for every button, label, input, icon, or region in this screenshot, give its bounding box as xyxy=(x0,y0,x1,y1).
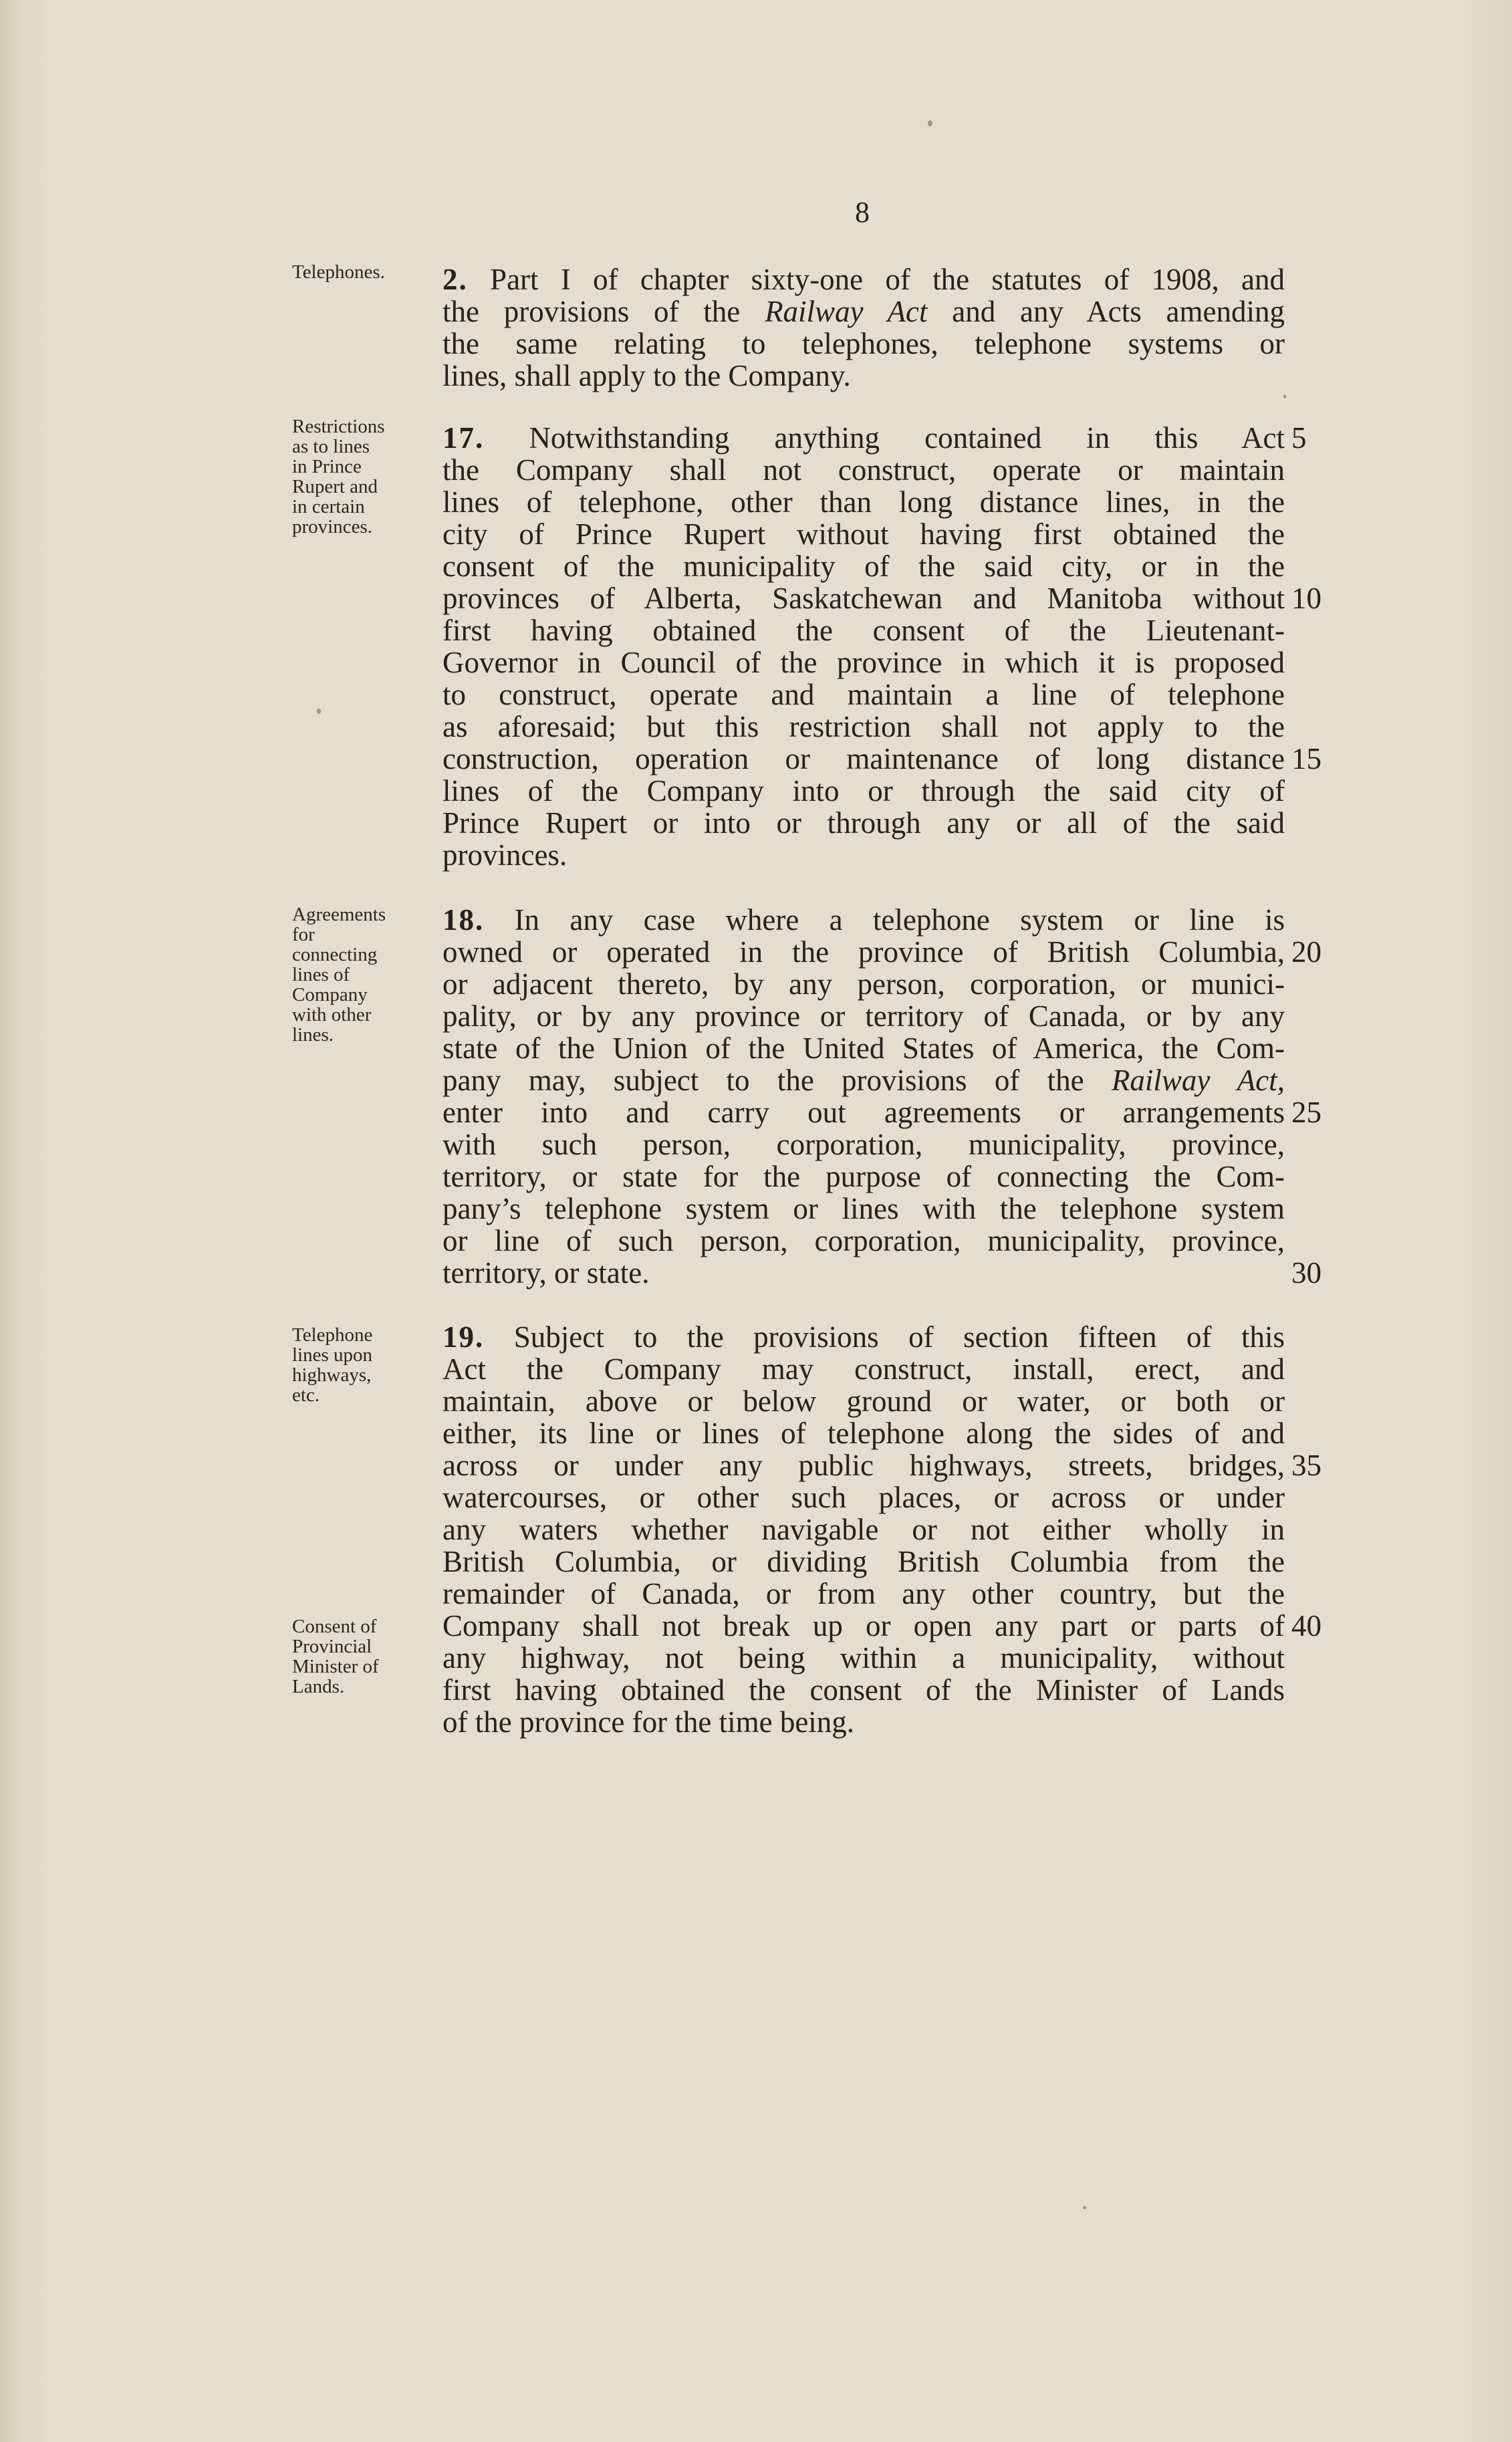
line-segment: Company shall not break up or open any part or parts of xyxy=(443,1609,1285,1642)
line-text xyxy=(443,486,1285,518)
line-text xyxy=(443,904,1285,936)
sidenote-line: Rupert and xyxy=(292,476,378,497)
section-number: 18. xyxy=(443,903,485,937)
line-text xyxy=(443,1193,1285,1225)
paper-speck xyxy=(317,709,321,714)
line-segment: provinces. xyxy=(443,838,568,872)
text-line xyxy=(443,1161,1285,1193)
sidenote-line: etc. xyxy=(292,1384,320,1406)
line-text xyxy=(443,550,1285,582)
line-segment: territory, or state for the purpose of connecting the Com- xyxy=(443,1160,1285,1193)
line-segment: or adjacent thereto, by any person, corporation, or munici- xyxy=(443,967,1285,1001)
line-text xyxy=(443,328,1285,360)
line-segment: the provisions of the xyxy=(443,295,765,328)
paper-speck xyxy=(928,120,932,126)
sidenote-line: Telephones. xyxy=(292,261,385,283)
sidenote-line: as to lines xyxy=(292,436,370,457)
line-segment: lines, shall apply to the Company. xyxy=(443,359,851,392)
text-line xyxy=(443,1096,1321,1129)
text-line xyxy=(443,904,1285,936)
section-number: 19. xyxy=(443,1320,485,1354)
text-line xyxy=(443,1000,1285,1032)
line-segment: provinces of Alberta, Saskatchewan and Manitoba without xyxy=(443,582,1285,615)
margin-line-number: 25 xyxy=(1291,1096,1321,1129)
margin-line-number: 10 xyxy=(1291,582,1321,615)
sidenote-line: Provincial xyxy=(292,1636,372,1657)
line-text xyxy=(443,263,1285,295)
line-text xyxy=(443,1064,1285,1096)
sidenote-line: in Prince xyxy=(292,456,362,477)
text-line xyxy=(443,486,1285,518)
margin-line-number: 5 xyxy=(1291,421,1307,455)
line-text xyxy=(443,807,1285,839)
sidenote-telephones xyxy=(292,262,426,282)
line-text xyxy=(443,1513,1285,1546)
sidenote-line: Lands. xyxy=(292,1676,345,1697)
text-line xyxy=(443,295,1285,328)
sidenote-line: connecting xyxy=(292,944,378,965)
sidenote-restrictions xyxy=(292,416,426,537)
sidenote-line: for xyxy=(292,924,315,945)
line-segment: enter into and carry out agreements or arrangements xyxy=(443,1096,1285,1129)
italic-act-title: Railway Act xyxy=(765,295,928,328)
text-line xyxy=(443,742,1321,775)
line-text xyxy=(443,1032,1285,1064)
section-17 xyxy=(443,421,1321,872)
line-text xyxy=(443,679,1285,711)
line-segment: maintain, above or below ground or water, or both or xyxy=(443,1384,1285,1418)
section-2 xyxy=(443,263,1285,392)
line-text xyxy=(443,1000,1285,1032)
sidenote-telephone-lines xyxy=(292,1325,426,1405)
text-line xyxy=(443,1225,1285,1257)
text-line xyxy=(443,421,1307,455)
line-text xyxy=(443,582,1285,614)
line-segment: city of Prince Rupert without having first obtained the xyxy=(443,517,1285,551)
text-line xyxy=(443,1353,1285,1385)
line-segment: pany’s telephone system or lines with the telephone system xyxy=(443,1192,1285,1225)
text-line xyxy=(443,550,1285,582)
sidenote-line: lines of xyxy=(292,964,350,985)
text-line xyxy=(443,935,1321,969)
line-segment: lines of the Company into or through the said city of xyxy=(443,774,1285,808)
margin-line-number: 40 xyxy=(1291,1609,1321,1642)
section-number: 17. xyxy=(443,421,485,455)
text-line xyxy=(443,1674,1285,1706)
line-segment: first having obtained the consent of the Lieutenant- xyxy=(443,614,1285,647)
sidenote-line: with other xyxy=(292,1004,372,1025)
section-19 xyxy=(443,1320,1321,1739)
line-text xyxy=(443,1385,1285,1417)
sidenote-line: Restrictions xyxy=(292,416,385,437)
sidenote-line: highways, xyxy=(292,1364,372,1386)
line-segment: state of the Union of the United States of America, the Com- xyxy=(443,1031,1285,1065)
text-line xyxy=(443,1513,1285,1546)
sidenote-line: Minister of xyxy=(292,1656,379,1677)
sidenote-line: provinces. xyxy=(292,516,372,537)
line-text xyxy=(443,1449,1285,1481)
line-segment: Notwithstanding anything contained in this Act xyxy=(484,421,1285,455)
sidenote-line: in certain xyxy=(292,496,365,517)
text-line xyxy=(443,775,1285,807)
line-text xyxy=(443,839,1285,871)
text-line xyxy=(443,263,1285,295)
line-segment: consent of the municipality of the said city, or in the xyxy=(443,550,1285,583)
sidenote-agreements xyxy=(292,904,426,1045)
line-text xyxy=(443,1321,1285,1353)
paper-speck xyxy=(1083,2206,1086,2209)
line-segment: the same relating to telephones, telephone systems or xyxy=(443,327,1285,360)
text-line xyxy=(443,839,1285,871)
line-text xyxy=(443,1546,1285,1578)
line-segment: Part I of chapter sixty-one of the statutes of 1908, and xyxy=(467,263,1285,296)
text-line xyxy=(443,1064,1285,1096)
text-line xyxy=(443,679,1285,711)
line-text xyxy=(443,1128,1285,1161)
text-line xyxy=(443,1578,1285,1610)
line-segment: pality, or by any province or territory of Canada, or by any xyxy=(443,999,1285,1033)
line-segment: Governor in Council of the province in which it is proposed xyxy=(443,646,1285,679)
line-text xyxy=(443,711,1285,743)
line-text xyxy=(443,1353,1285,1385)
text-line xyxy=(443,1417,1285,1449)
text-line xyxy=(443,518,1285,550)
line-segment: lines of telephone, other than long distance lines, in the xyxy=(443,485,1285,519)
line-segment: either, its line or lines of telephone along the sides of and xyxy=(443,1417,1285,1450)
text-line xyxy=(443,1481,1285,1513)
line-text xyxy=(443,518,1285,550)
line-segment: and any Acts amending xyxy=(927,295,1285,328)
text-line xyxy=(443,328,1285,360)
line-segment: any highway, not being within a municipality, without xyxy=(443,1641,1285,1675)
line-text xyxy=(443,614,1285,646)
line-segment: Prince Rupert or into or through any or all of the said xyxy=(443,806,1285,840)
line-segment: owned or operated in the province of British Columbia, xyxy=(443,935,1285,969)
line-segment: territory, or state. xyxy=(443,1256,650,1290)
line-segment: British Columbia, or dividing British Columbia from the xyxy=(443,1545,1285,1578)
text-line xyxy=(443,1256,1321,1290)
margin-line-number: 30 xyxy=(1291,1256,1321,1290)
text-line xyxy=(443,1032,1285,1064)
line-segment: or line of such person, corporation, municipality, province, xyxy=(443,1224,1285,1257)
text-line xyxy=(443,968,1285,1000)
text-line xyxy=(443,1642,1285,1674)
text-line xyxy=(443,1321,1285,1353)
line-text xyxy=(443,454,1285,486)
sidenote-line: lines upon xyxy=(292,1344,373,1366)
text-line xyxy=(443,1128,1285,1161)
section-number: 2. xyxy=(443,263,468,296)
text-line xyxy=(443,711,1285,743)
line-segment: across or under any public highways, streets, bridges, xyxy=(443,1449,1285,1482)
line-text xyxy=(443,775,1285,807)
line-segment: of the province for the time being. xyxy=(443,1705,855,1739)
line-text xyxy=(443,646,1285,679)
line-segment: first having obtained the consent of the Minister of Lands xyxy=(443,1673,1285,1707)
line-segment: Act the Company may construct, install, erect, and xyxy=(443,1352,1285,1386)
line-segment: Subject to the provisions of section fifteen of this xyxy=(484,1320,1285,1354)
text-line xyxy=(443,646,1285,679)
text-line xyxy=(443,1546,1285,1578)
italic-act-title: Railway Act, xyxy=(1111,1064,1285,1097)
line-text xyxy=(443,936,1285,968)
line-text xyxy=(443,422,1285,454)
text-line xyxy=(443,360,1285,392)
line-text xyxy=(443,1642,1285,1674)
paper-speck xyxy=(1283,394,1286,398)
line-text xyxy=(443,1417,1285,1449)
line-segment: remainder of Canada, or from any other country, but the xyxy=(443,1577,1285,1610)
line-segment: with such person, corporation, municipality, province, xyxy=(443,1128,1285,1161)
sidenote-line: lines. xyxy=(292,1024,334,1046)
text-line xyxy=(443,1609,1321,1642)
text-line xyxy=(443,1193,1285,1225)
margin-line-number: 15 xyxy=(1291,742,1321,775)
text-line xyxy=(443,582,1321,615)
line-segment: as aforesaid; but this restriction shall not apply to the xyxy=(443,710,1285,743)
line-segment: pany may, subject to the provisions of the xyxy=(443,1064,1112,1097)
sidenote-consent xyxy=(292,1616,426,1697)
line-text xyxy=(443,1257,1285,1289)
page-number: 8 xyxy=(855,196,870,229)
line-text xyxy=(443,1706,1285,1738)
line-segment: any waters whether navigable or not either wholly in xyxy=(443,1513,1285,1546)
text-line xyxy=(443,1449,1321,1482)
line-text xyxy=(443,295,1285,328)
margin-line-number: 35 xyxy=(1291,1449,1321,1482)
line-text xyxy=(443,1225,1285,1257)
text-line xyxy=(443,614,1285,646)
line-text xyxy=(443,743,1285,775)
line-text xyxy=(443,968,1285,1000)
text-line xyxy=(443,807,1285,839)
line-segment: to construct, operate and maintain a line of telephone xyxy=(443,678,1285,711)
text-line xyxy=(443,454,1285,486)
line-segment: construction, operation or maintenance of long distance xyxy=(443,742,1285,775)
line-segment: the Company shall not construct, operate or maintain xyxy=(443,453,1285,487)
margin-line-number: 20 xyxy=(1291,935,1321,969)
line-text xyxy=(443,1578,1285,1610)
line-segment: watercourses, or other such places, or across or under xyxy=(443,1481,1285,1514)
text-line xyxy=(443,1706,1285,1738)
sidenote-line: Company xyxy=(292,984,368,1005)
line-segment: In any case where a telephone system or line is xyxy=(484,903,1285,937)
sidenote-line: Consent of xyxy=(292,1616,377,1637)
line-text xyxy=(443,1481,1285,1513)
text-line xyxy=(443,1385,1285,1417)
line-text xyxy=(443,360,1285,392)
sidenote-line: Telephone xyxy=(292,1324,373,1346)
sidenote-line: Agreements xyxy=(292,904,386,925)
line-text xyxy=(443,1674,1285,1706)
line-text xyxy=(443,1610,1285,1642)
line-text xyxy=(443,1161,1285,1193)
section-18 xyxy=(443,903,1321,1290)
line-text xyxy=(443,1096,1285,1128)
